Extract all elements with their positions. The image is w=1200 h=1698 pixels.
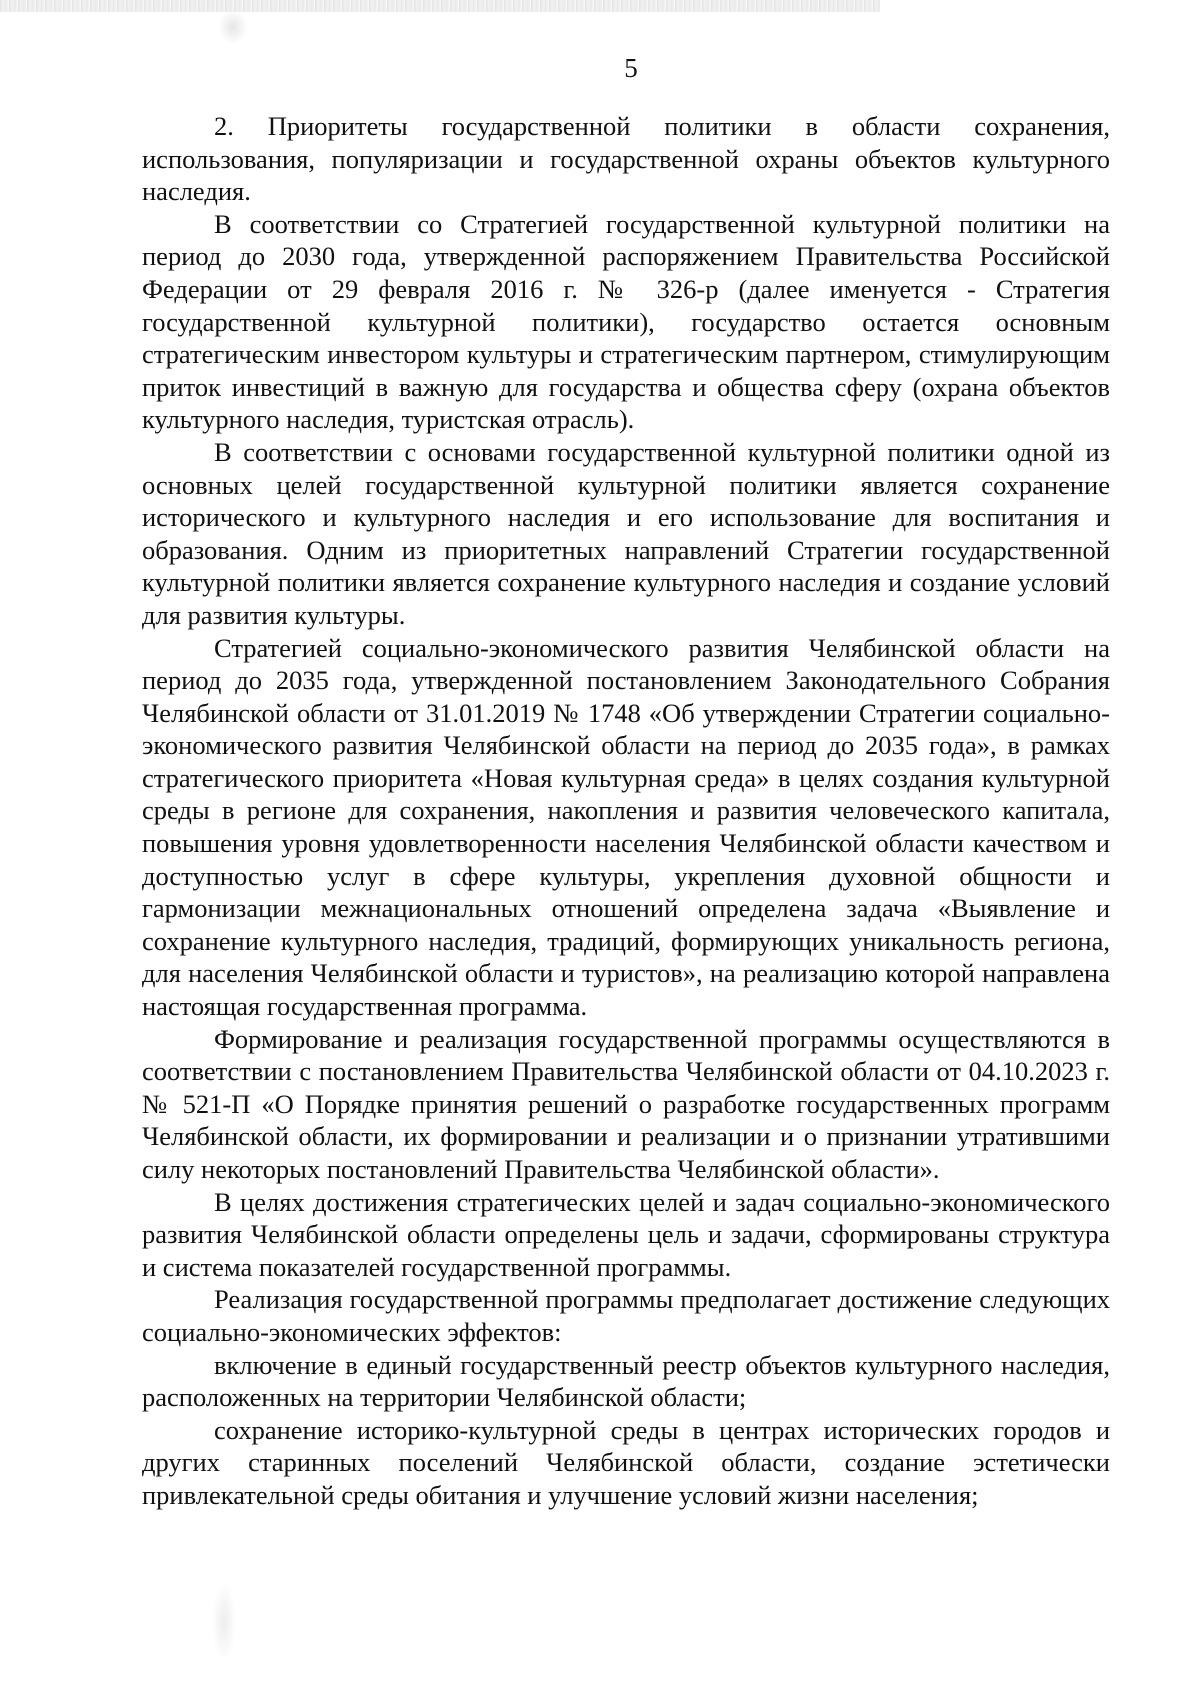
paragraph-program-formation: Формирование и реализация государственной программы осуществляются в соответствии с постановлением Правительства Челябинской области от 04.10.2023 г. № 521-П «О Порядке принятия решений о разработке государственных программ Челябинской области, их формировании и реализации и о признании утратившими силу некоторых постановлений Правительства Челябинской области».: [142, 1023, 1110, 1184]
paragraph-cultural-policy-basics: В соответствии с основами государственной культурной политики одной из основных целей государственной культурной политики является сохранение исторического и культурного наследия и его использование для воспитания и образования. Одним из приоритетных направлений Стратегии государственной культурной политики является сохранение культурного наследия и создание условий для развития культуры.: [142, 436, 1110, 630]
scan-artifact-smudge: [218, 10, 248, 44]
document-body: [142, 110, 1110, 1512]
paragraph-regional-strategy: Стратегией социально-экономического развития Челябинской области на период до 2035 года, утвержденной постановлением Законодательного Собрания Челябинской области от 31.01.2019 № 1748 «Об утверждении Стратегии социально-экономического развития Челябинской области на период до 2035 года», в рамках стратегического приоритета «Новая культурная среда» в целях создания культурной среды в регионе для сохранения, накопления и развития человеческого капитала, повышения уровня удовлетворенности населения Челябинской области качеством и доступностью услуг в сфере культуры, укрепления духовной общности и гармонизации межнациональных отношений определена задача «Выявление и сохранение культурного наследия, традиций, формирующих уникальность региона, для населения Челябинской области и туристов», на реализацию которой направлена настоящая государственная программа.: [142, 632, 1110, 1022]
paragraph-effect-historic-environment: сохранение историко-культурной среды в центрах исторических городов и других старинных поселений Челябинской области, создание эстетически привлекательной среды обитания и улучшение условий жизни населения;: [142, 1414, 1110, 1510]
paragraph-effect-registry: включение в единый государственный реестр объектов культурного наследия, расположенных на территории Челябинской области;: [142, 1349, 1110, 1413]
scan-artifact-smudge-lower: [212, 1582, 236, 1662]
scan-artifact-top: [0, 0, 880, 12]
paragraph-goals-and-tasks: В целях достижения стратегических целей и задач социально-экономического развития Челябинской области определены цель и задачи, сформированы структура и система показателей государственной программы.: [142, 1186, 1110, 1282]
page-number: 5: [624, 53, 638, 83]
paragraph-priorities-heading: 2. Приоритеты государственной политики в области сохранения, использования, популяризации и государственной охраны объектов культурного наследия.: [142, 111, 1110, 207]
paragraph-expected-effects: Реализация государственной программы предполагает достижение следующих социально-экономических эффектов:: [142, 1284, 1110, 1347]
paragraph-federal-strategy: В соответствии со Стратегией государственной культурной политики на период до 2030 года, утвержденной распоряжением Правительства Российской Федерации от 29 февраля 2016 г. № 326-р (далее именуется - Стратегия государственной культурной политики), государство остается основным стратегическим инвестором культуры и стратегическим партнером, стимулирующим приток инвестиций в важную для государства и общества сферу (охрана объектов культурного наследия, туристская отрасль).: [142, 208, 1110, 435]
